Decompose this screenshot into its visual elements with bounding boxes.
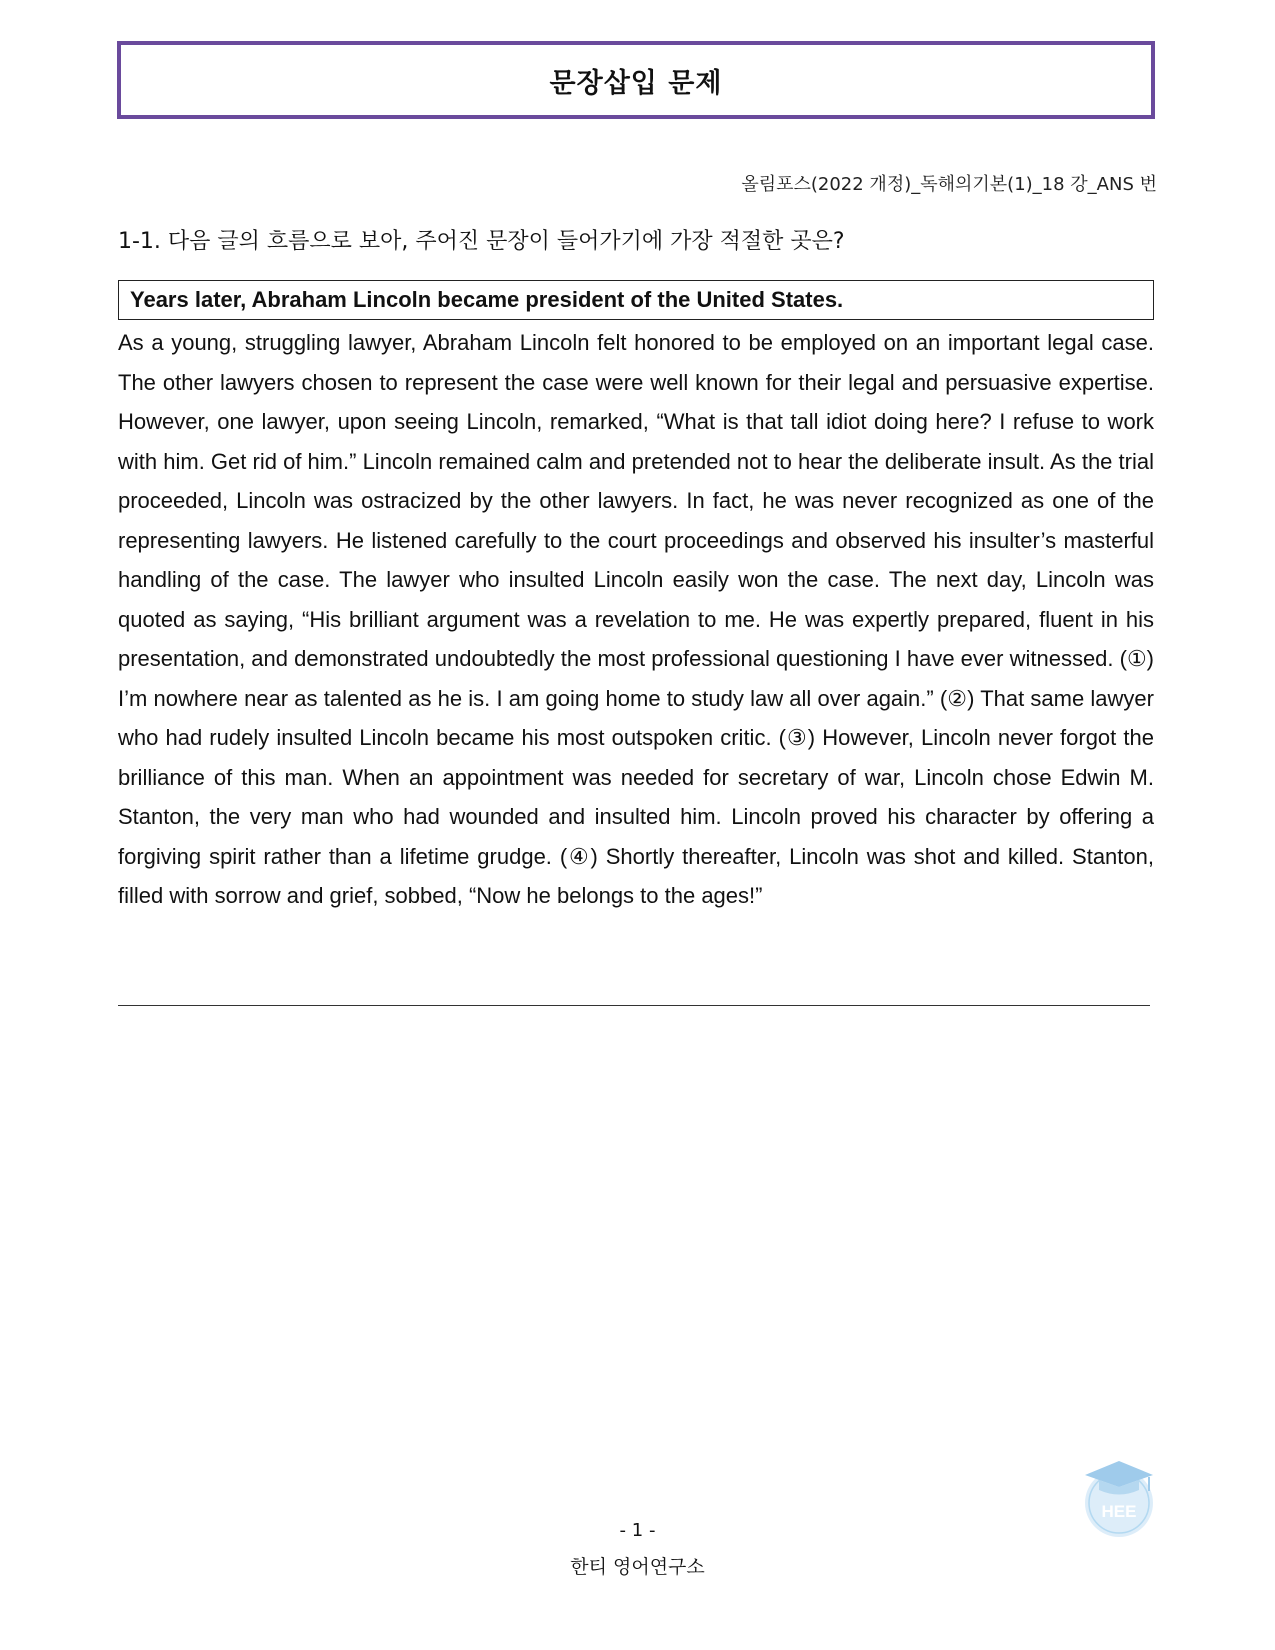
- title-box: [117, 41, 1155, 119]
- page-title: 문장삽입 문제: [549, 67, 723, 99]
- hee-logo: [1077, 1455, 1161, 1539]
- footer-organization: 한티 영어연구소: [570, 1556, 705, 1578]
- answer-divider-line: [118, 1005, 1150, 1006]
- given-sentence-box: [118, 280, 1154, 320]
- source-reference: 올림포스(2022 개정)_독해의기본(1)_18 강_ANS 번: [741, 174, 1157, 195]
- passage-text: As a young, struggling lawyer, Abraham Lincoln felt honored to be employed on an important legal case. The other lawyers chosen to represent the case were well known for their legal and persuasive expertise. However, one lawyer, upon seeing Lincoln, remarked, “What is that tall idiot doing here? I refuse to work with him. Get rid of him.” Lincoln remained calm and pretended not to hear the deliberate insult. As the trial proceeded, Lincoln was ostracized by the other lawyers. In fact, he was never recognized as one of the representing lawyers. He listened carefully to the court proceedings and observed his insulter’s masterful handling of the case. The lawyer who insulted Lincoln easily won the case. The next day, Lincoln was quoted as saying, “His brilliant argument was a revelation to me. He was expertly prepared, fluent in his presentation, and demonstrated undoubtedly the most professional questioning I have ever witnessed. (①) I’m nowhere near as talented as he is. I am going home to study law all over again.” (②) That same lawyer who had rudely insulted Lincoln became his most outspoken critic. (③) However, Lincoln never forgot the brilliance of this man. When an appointment was needed for secretary of war, Lincoln chose Edwin M. Stanton, the very man who had wounded and insulted him. Lincoln proved his character by offering a forgiving spirit rather than a lifetime grudge. (④) Shortly thereafter, Lincoln was shot and killed. Stanton, filled with sorrow and grief, sobbed, “Now he belongs to the ages!”: [118, 330, 1155, 908]
- question-prompt: 1-1. 다음 글의 흐름으로 보아, 주어진 문장이 들어가기에 가장 적절한 곳은?: [118, 229, 845, 254]
- given-sentence: Years later, Abraham Lincoln became president of the United States.: [130, 287, 844, 312]
- page-number: - 1 -: [619, 1520, 656, 1541]
- logo-text: HEE: [1101, 1502, 1137, 1521]
